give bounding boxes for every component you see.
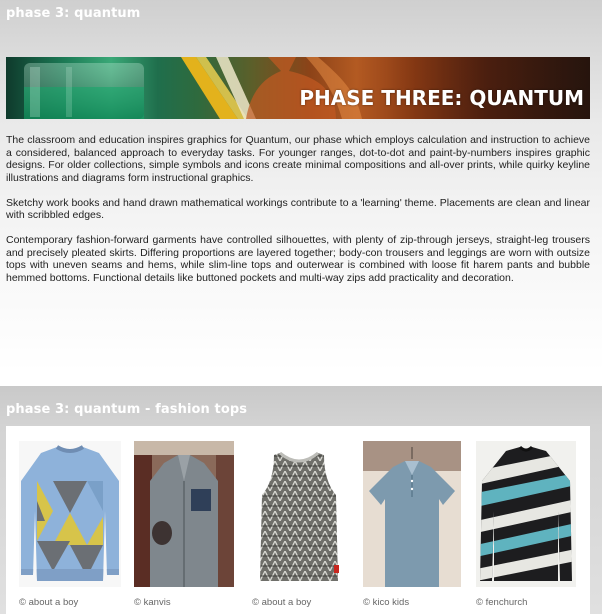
product-photo[interactable] xyxy=(250,441,348,587)
product-credit[interactable]: © fenchurch xyxy=(476,597,528,608)
jacket-image xyxy=(134,441,234,587)
product-photo[interactable] xyxy=(19,441,121,587)
vest-image xyxy=(250,441,348,587)
sweater-image xyxy=(19,441,121,587)
striped-sweater-image xyxy=(476,441,576,587)
article-paragraph: Sketchy work books and hand drawn mathematical workings contribute to a 'learning' theme. Placements are clean and linear with scribbled edges. xyxy=(6,196,590,221)
section-heading: phase 3: quantum xyxy=(6,6,141,21)
product-photo[interactable] xyxy=(476,441,576,587)
section-heading: phase 3: quantum - fashion tops xyxy=(6,402,248,417)
section-divider xyxy=(0,372,602,386)
product-photo[interactable] xyxy=(134,441,234,587)
product-credit[interactable]: © kico kids xyxy=(363,597,410,608)
phase-banner xyxy=(6,57,590,119)
product-credit[interactable]: © about a boy xyxy=(252,597,312,608)
product-credit[interactable]: © kanvis xyxy=(134,597,171,608)
polo-shirt-image xyxy=(363,441,461,587)
product-photo[interactable] xyxy=(363,441,461,587)
product-credit[interactable]: © about a boy xyxy=(19,597,79,608)
article-paragraph: The classroom and education inspires graphics for Quantum, our phase which employs calculation and instruction to achieve a considered, balanced approach to everyday tasks. For younger ranges, dot-to-dot and paint-by-numbers inspires graphic designs. For older collections, simple symbols and icons create minimal compositions and all-over prints, while quirky keyline illustrations and diagrams form instructional graphics. xyxy=(6,134,590,184)
fashion-tops-panel xyxy=(0,386,602,614)
product-gallery xyxy=(6,426,590,614)
article-paragraph: Contemporary fashion-forward garments have controlled silhouettes, with plenty of zip-through jerseys, straight-leg trousers and precisely pleated skirts. Differing proportions are layered together; body-con trousers and leggings are worn with outsize tops with uneven seams and hems, while slim-line tops and outerwear is combined with loose fit harem pants and bubble hemmed bottoms. Functional details like buttoned pockets and multi-way zips add practicality and decoration. xyxy=(6,234,590,284)
banner-title: PHASE THREE: QUANTUM xyxy=(299,86,584,110)
article-body xyxy=(6,134,590,297)
